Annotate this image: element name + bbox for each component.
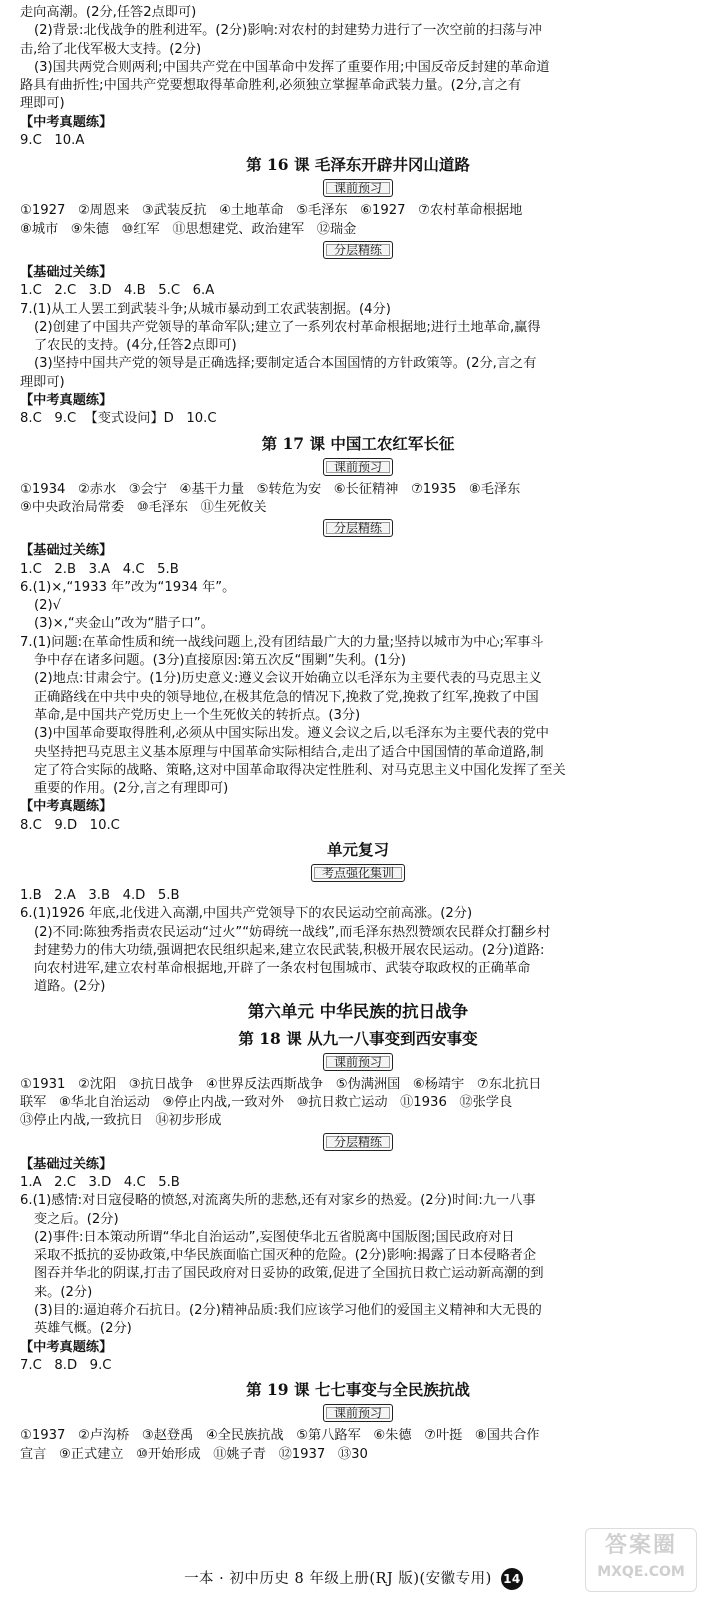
footer-book-title: 一本 · 初中历史 8 年级上册(RJ 版)(安徽专用) bbox=[184, 1571, 492, 1587]
section-banner-wrap bbox=[20, 519, 696, 539]
answer-line: (2)事件:日本策动所谓“华北自治运动”,妄图使华北五省脱离中国版图;国民政府对日 bbox=[34, 1229, 515, 1245]
exercise-label: 【基础过关练】 bbox=[20, 264, 113, 280]
answer-line: ①1927 ②周恩来 ③武装反抗 ④土地革命 ⑤毛泽东 ⑥1927 ⑦农村革命根据地 bbox=[20, 203, 523, 219]
answer-line: 理即可) bbox=[20, 374, 65, 390]
answer-line: ①1931 ②沈阳 ③抗日战争 ④世界反法西斯战争 ⑤伪满洲国 ⑥杨靖宇 ⑦东北抗日 bbox=[20, 1076, 542, 1092]
answer-line: 道路。(2分) bbox=[34, 979, 106, 995]
section-banner-wrap bbox=[20, 179, 696, 199]
lesson-heading: 单元复习 bbox=[326, 839, 389, 859]
answer-line: 了农民的支持。(4分,任答2点即可) bbox=[34, 338, 237, 354]
answer-line: 走向高潮。(2分,任答2点即可) bbox=[20, 5, 197, 20]
answer-line: 1.A 2.C 3.D 4.C 5.B bbox=[20, 1174, 180, 1190]
section-banner: 课前预习 bbox=[323, 1053, 393, 1071]
section-banner: 分层精练 bbox=[323, 519, 393, 537]
answer-line: 6.(1)1926 年底,北伐进入高潮,中国共产党领导下的农民运动空前高涨。(2分) bbox=[20, 906, 473, 922]
section-banner-wrap bbox=[20, 864, 696, 884]
section-banner: 课前预习 bbox=[323, 458, 393, 476]
answer-line: 6.(1)感情:对日寇侵略的愤怒,对流离失所的悲愁,还有对家乡的热爱。(2分)时间:九一八事 bbox=[20, 1193, 536, 1209]
section-banner: 课前预习 bbox=[323, 179, 393, 197]
watermark-logo bbox=[585, 1528, 697, 1592]
answer-line: 英雄气概。(2分) bbox=[34, 1321, 132, 1337]
answer-line: (2)√ bbox=[34, 598, 62, 614]
answer-line: 重要的作用。(2分,言之有理即可) bbox=[34, 781, 229, 797]
section-banner-wrap bbox=[20, 241, 696, 261]
answer-line: 路具有曲折性;中国共产党要想取得革命胜利,必须独立掌握革命武装力量。(2分,言之有 bbox=[20, 78, 522, 94]
answer-line: 争中存在诸多问题。(3分)直接原因:第五次反“围剿”失利。(1分) bbox=[34, 653, 406, 669]
section-banner: 考点强化集训 bbox=[311, 864, 405, 882]
answer-line: ①1937 ②卢沟桥 ③赵登禹 ④全民族抗战 ⑤第八路军 ⑥朱德 ⑦叶挺 ⑧国共合作 bbox=[20, 1428, 540, 1444]
exercise-label: 【中考真题练】 bbox=[20, 114, 113, 130]
answer-line: 击,给了北伐军极大支持。(2分) bbox=[20, 41, 202, 57]
answer-line: (2)背景:北伐战争的胜利进军。(2分)影响:对农村的封建势力进行了一次空前的扫荡与冲 bbox=[34, 23, 542, 39]
answer-line: 理即可) bbox=[20, 96, 65, 112]
answer-line: ⑧城市 ⑨朱德 ⑩红军 ⑪思想建党、政治建军 ⑫瑞金 bbox=[20, 221, 357, 237]
answer-line: ⑬停止内战,一致抗日 ⑭初步形成 bbox=[20, 1113, 222, 1129]
exercise-label: 【中考真题练】 bbox=[20, 393, 113, 409]
answer-line: (3)坚持中国共产党的领导是正确选择;要制定适合本国国情的方针政策等。(2分,言之有 bbox=[34, 356, 537, 372]
lesson-heading: 第 19 课 七七事变与全民族抗战 bbox=[246, 1380, 470, 1400]
section-banner: 课前预习 bbox=[323, 1404, 393, 1422]
answer-line: 7.(1)问题:在革命性质和统一战线问题上,没有团结最广大的力量;坚持以城市为中心;军事斗 bbox=[20, 634, 544, 650]
answer-line: 正确路线在中共中央的领导地位,在极其危急的情况下,挽救了党,挽救了红军,挽救了中国 bbox=[34, 689, 539, 705]
answer-line: 向农村进军,建立农村革命根据地,开辟了一条农村包围城市、武装夺取政权的正确革命 bbox=[34, 961, 531, 977]
answer-line: 1.C 2.B 3.A 4.C 5.B bbox=[20, 561, 179, 577]
answer-line: 8.C 9.D 10.C bbox=[20, 817, 120, 833]
answer-line: (3)目的:逼迫蒋介石抗日。(2分)精神品质:我们应该学习他们的爱国主义精神和大无畏的 bbox=[34, 1303, 542, 1319]
section-banner: 分层精练 bbox=[323, 241, 393, 259]
exercise-label: 【中考真题练】 bbox=[20, 1339, 113, 1355]
exercise-label: 【中考真题练】 bbox=[20, 799, 113, 815]
answer-line: (3)国共两党合则两利;中国共产党在中国革命中发挥了重要作用;中国反帝反封建的革命道 bbox=[34, 59, 550, 75]
answer-line: 6.(1)×,“1933 年”改为“1934 年”。 bbox=[20, 579, 236, 595]
lesson-heading: 第 16 课 毛泽东开辟井冈山道路 bbox=[246, 155, 470, 175]
section-banner: 分层精练 bbox=[323, 1133, 393, 1151]
answer-line: (2)地点:甘肃会宁。(1分)历史意义:遵义会议开始确立以毛泽东为主要代表的马克思主义 bbox=[34, 671, 542, 687]
lesson-heading: 第六单元 中华民族的抗日战争 bbox=[247, 1001, 469, 1021]
answer-line: (3)中国革命要取得胜利,必须从中国实际出发。遵义会议之后,以毛泽东为主要代表的党中 bbox=[34, 726, 549, 742]
lesson-heading: 第 17 课 中国工农红军长征 bbox=[261, 433, 455, 453]
answer-line: 来。(2分) bbox=[34, 1284, 93, 1300]
answer-line: ⑨中央政治局常委 ⑩毛泽东 ⑪生死攸关 bbox=[20, 499, 267, 515]
answer-line: 1.C 2.C 3.D 4.B 5.C 6.A bbox=[20, 283, 215, 299]
answer-line: 图吞并华北的阴谋,打击了国民政府对日妥协的政策,促进了全国抗日救亡运动新高潮的到 bbox=[34, 1266, 544, 1282]
answer-line: 联军 ⑧华北自治运动 ⑨停止内战,一致对外 ⑩抗日救亡运动 ⑪1936 ⑫张学良 bbox=[20, 1095, 513, 1111]
answer-line: (2)创建了中国共产党领导的革命军队;建立了一系列农村革命根据地;进行土地革命,赢得 bbox=[34, 319, 541, 335]
answer-line: (3)×,“夹金山”改为“腊子口”。 bbox=[34, 616, 214, 632]
section-banner-wrap bbox=[20, 1053, 696, 1073]
answer-line: 变之后。(2分) bbox=[34, 1211, 119, 1227]
answer-line: 8.C 9.C 【变式设问】D 10.C bbox=[20, 411, 217, 427]
answer-line: 封建势力的伟大功绩,强调把农民组织起来,建立农民武装,积极开展农民运动。(2分)道路: bbox=[34, 942, 545, 958]
answer-line: 革命,是中国共产党历史上一个生死攸关的转折点。(3分) bbox=[34, 707, 361, 723]
answer-line: 1.B 2.A 3.B 4.D 5.B bbox=[20, 887, 180, 903]
answer-page bbox=[20, 4, 696, 1464]
lesson-heading: 第 18 课 从九一八事变到西安事变 bbox=[238, 1028, 478, 1048]
answer-line: 采取不抵抗的妥协政策,中华民族面临亡国灭种的危险。(2分)影响:揭露了日本侵略者企 bbox=[34, 1248, 537, 1264]
section-banner-wrap bbox=[20, 1404, 696, 1424]
answer-line: 央坚持把马克思主义基本原理与中国革命实际相结合,走出了适合中国国情的革命道路,制 bbox=[34, 744, 544, 760]
answer-line: 7.C 8.D 9.C bbox=[20, 1357, 112, 1373]
section-banner-wrap bbox=[20, 458, 696, 478]
answer-line: 定了符合实际的战略、策略,这对中国革命取得决定性胜利、对马克思主义中国化发挥了至关 bbox=[34, 762, 566, 778]
watermark-text: 答案圈 bbox=[604, 1533, 677, 1558]
watermark-domain: MXQE.COM bbox=[597, 1564, 685, 1580]
section-banner-wrap bbox=[20, 1133, 696, 1153]
page-number: 14 bbox=[501, 1568, 523, 1590]
answer-line: 7.(1)从工人罢工到武装斗争;从城市暴动到工农武装割据。(4分) bbox=[20, 301, 391, 317]
answer-line: ①1934 ②赤水 ③会宁 ④基干力量 ⑤转危为安 ⑥长征精神 ⑦1935 ⑧毛泽东 bbox=[20, 481, 521, 497]
exercise-label: 【基础过关练】 bbox=[20, 1156, 113, 1172]
answer-line: 9.C 10.A bbox=[20, 133, 85, 149]
answer-line: 宣言 ⑨正式建立 ⑩开始形成 ⑪姚子青 ⑫1937 ⑬30 bbox=[20, 1446, 368, 1462]
exercise-label: 【基础过关练】 bbox=[20, 543, 113, 559]
answer-line: (2)不同:陈独秀指责农民运动“过火”“妨碍统一战线”,而毛泽东热烈赞颂农民群众打翻乡村 bbox=[34, 924, 551, 940]
